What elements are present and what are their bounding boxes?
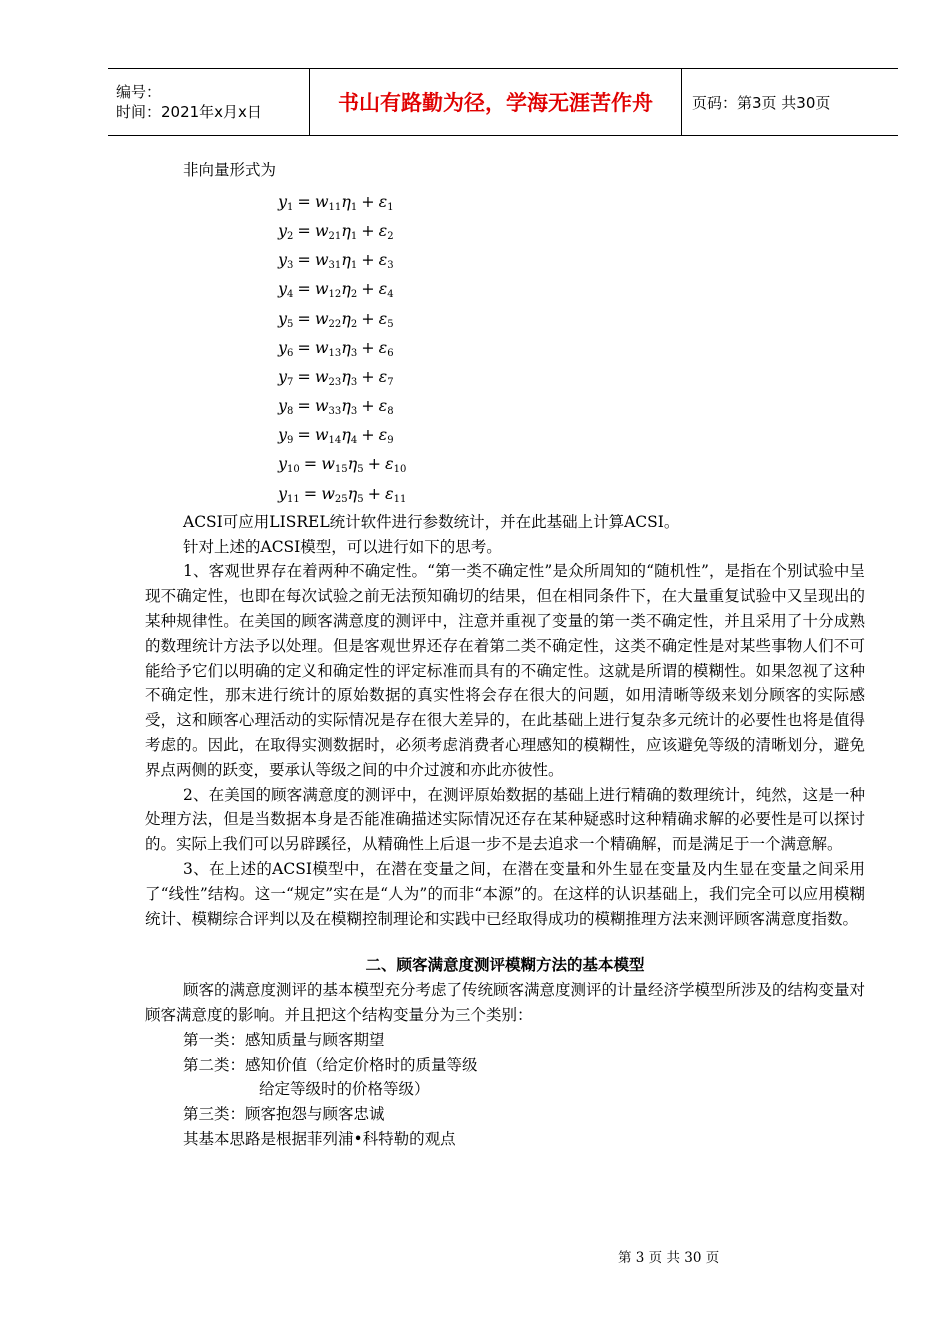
eq-w-sub: 33 [328, 406, 342, 418]
paragraph-point-2: 2、在美国的顾客满意度的测评中，在测评原始数据的基础上进行精确的数理统计，纯然，这是一种处理方法，但是当数据本身是否能准确描述实际情况还存在某种疑惑时这种精确求解的必要性是可以探讨的。实际上我们可以另辟蹊径，从精确性上后退一步不是去追求一个精确解，而是满足于一个满意解。 [145, 785, 865, 854]
eq-eta-sub: 2 [350, 289, 358, 301]
eq-y-sub: 10 [287, 464, 300, 476]
page-footer: 第 3 页 共 30 页 [618, 1250, 720, 1266]
equation-row: $y_8 = w_{33}\eta_3 + \varepsilon_8$ [278, 396, 394, 418]
eq-eps-sub: 6 [387, 347, 394, 359]
eq-y-sub: 5 [287, 318, 294, 330]
eq-eps-sub: 7 [387, 376, 394, 388]
equation-row: $y_9 = w_{14}\eta_4 + \varepsilon_9$ [278, 425, 394, 447]
eq-w-sub: 23 [328, 376, 342, 388]
document-body [145, 158, 865, 1152]
eq-eta-sub: 5 [357, 493, 364, 505]
eq-eta-sub: 2 [350, 318, 358, 330]
eq-eta-sub: 4 [350, 435, 358, 447]
eq-eta-sub: 1 [350, 260, 358, 272]
eq-y-sub: 11 [287, 493, 300, 505]
equation-list [278, 187, 865, 508]
eq-eta-sub: 3 [350, 376, 358, 388]
eq-y-sub: 4 [287, 289, 294, 301]
paragraph-basic-idea: 其基本思路是根据菲列浦•科特勒的观点 [183, 1129, 456, 1148]
eq-eps-sub: 3 [387, 260, 394, 272]
eq-eta-sub: 1 [350, 230, 358, 242]
eq-eps-sub: 9 [387, 435, 394, 447]
paragraph-basic-model: 顾客的满意度测评的基本模型充分考虑了传统顾客满意度测评的计量经济学模型所涉及的结构变量对顾客满意度的影响。并且把这个结构变量分为三个类别： [145, 981, 866, 1024]
equation-row: $y_{11} = w_{25}\eta_5 + \varepsilon_{11}$ [278, 483, 407, 505]
eq-w-sub: 25 [334, 493, 348, 505]
paragraph-point-3: 3、在上述的ACSI模型中，在潜在变量之间，在潜在变量和外生显在变量及内生显在变量之间采用了“线性”结构。这一“规定”实在是“人为”的而非“本源”的。在这样的认识基础上，我们完全可以应用模糊统计、模糊综合评判以及在模糊控制理论和实践中已经取得成功的模糊推理方法来测评顾客满意度指数。 [145, 860, 865, 928]
header-motto-text: 书山有路勤为径，学海无涯苦作舟 [338, 91, 653, 115]
eq-w-sub: 11 [328, 201, 342, 213]
equation-row: $y_6 = w_{13}\eta_3 + \varepsilon_6$ [278, 337, 394, 359]
eq-w-sub: 22 [328, 318, 342, 330]
header-time-label: 时间：2021年x月x日 [116, 103, 262, 121]
eq-eps-sub: 2 [387, 230, 394, 242]
header-motto [310, 69, 682, 135]
page-header [108, 68, 898, 136]
eq-eta-sub: 5 [357, 464, 364, 476]
eq-eps-sub: 4 [387, 289, 394, 301]
eq-w-sub: 14 [328, 435, 342, 447]
header-number-label: 编号： [116, 83, 162, 101]
equation-row: $y_{10} = w_{15}\eta_5 + \varepsilon_{10}$ [278, 454, 407, 476]
eq-eps-sub: 8 [387, 406, 394, 418]
eq-y-sub: 8 [287, 406, 294, 418]
equation-row: $y_2 = w_{21}\eta_1 + \varepsilon_2$ [278, 220, 394, 242]
header-meta [108, 69, 310, 135]
category-2-continued: 给定等级时的价格等级） [259, 1080, 430, 1099]
eq-eps-sub: 1 [387, 201, 394, 213]
eq-eps-sub: 11 [393, 493, 407, 505]
header-page [682, 69, 898, 135]
eq-eta-sub: 3 [350, 347, 358, 359]
eq-y-sub: 1 [287, 201, 294, 213]
eq-w-sub: 12 [328, 289, 342, 301]
equation-row: $y_7 = w_{23}\eta_3 + \varepsilon_7$ [278, 366, 394, 388]
category-3: 第三类：顾客抱怨与顾客忠诚 [183, 1105, 385, 1124]
equation-row: $y_3 = w_{31}\eta_1 + \varepsilon_3$ [278, 250, 394, 272]
eq-w-sub: 15 [334, 464, 348, 476]
category-2: 第二类：感知价值（给定价格时的质量等级 [183, 1055, 478, 1074]
header-page-label: 页码：第3页 共30页 [692, 93, 831, 112]
eq-w-sub: 21 [328, 230, 342, 242]
eq-w-sub: 31 [328, 260, 342, 272]
eq-eps-sub: 5 [387, 318, 394, 330]
equation-row: $y_1 = w_{11}\eta_1 + \varepsilon_1$ [278, 191, 394, 213]
eq-w-sub: 13 [328, 347, 342, 359]
eq-y-sub: 7 [287, 376, 294, 388]
equation-row: $y_4 = w_{12}\eta_2 + \varepsilon_4$ [278, 279, 394, 301]
paragraph-acsi-thoughts: 针对上述的ACSI模型，可以进行如下的思考。 [183, 537, 502, 556]
equation-row: $y_5 = w_{22}\eta_2 + \varepsilon_5$ [278, 308, 394, 330]
section-title: 二、顾客满意度测评模糊方法的基本模型 [365, 956, 645, 975]
paragraph-acsi-lisrel: ACSI可应用LISREL统计软件进行参数统计，并在此基础上计算ACSI。 [183, 512, 680, 531]
eq-y-sub: 6 [287, 347, 294, 359]
eq-eps-sub: 10 [393, 464, 407, 476]
eq-eta-sub: 3 [350, 406, 358, 418]
eq-y-sub: 3 [287, 260, 294, 272]
category-1: 第一类：感知质量与顾客期望 [183, 1030, 385, 1049]
eq-y-sub: 2 [287, 230, 294, 242]
eq-y-sub: 9 [287, 435, 294, 447]
intro-text: 非向量形式为 [183, 161, 277, 179]
paragraph-point-1: 1、客观世界存在着两种不确定性。“第一类不确定性”是众所周知的“随机性”，是指在个别试验中呈现不确定性，也即在每次试验之前无法预知确切的结果，但在相同条件下，在大量重复试验中又呈现出的某种规律性。在美国的顾客满意度的测评中，注意并重视了变量的第一类不确定性，并且采用了十分成熟的数理统计方法予以处理。但是客观世界还存在着第二类不确定性，这类不确定性是对某些事物人们不可能给予它们以明确的定义和确定性的评定标准而具有的不确定性。这就是所谓的模糊性。如果忽视了这种不确定性，那末进行统计的原始数据的真实性将会存在很大的问题，如用清晰等级来划分顾客的实际感受，这和顾客心理活动的实际情况是存在很大差异的，在此基础上进行复杂多元统计的必要性也将是值得考虑的。因此，在取得实测数据时，必须考虑消费者心理感知的模糊性，应该避免等级的清晰划分，避免界点两侧的跃变，要承认等级之间的中介过渡和亦此亦彼性。 [145, 562, 865, 779]
eq-eta-sub: 1 [350, 201, 358, 213]
